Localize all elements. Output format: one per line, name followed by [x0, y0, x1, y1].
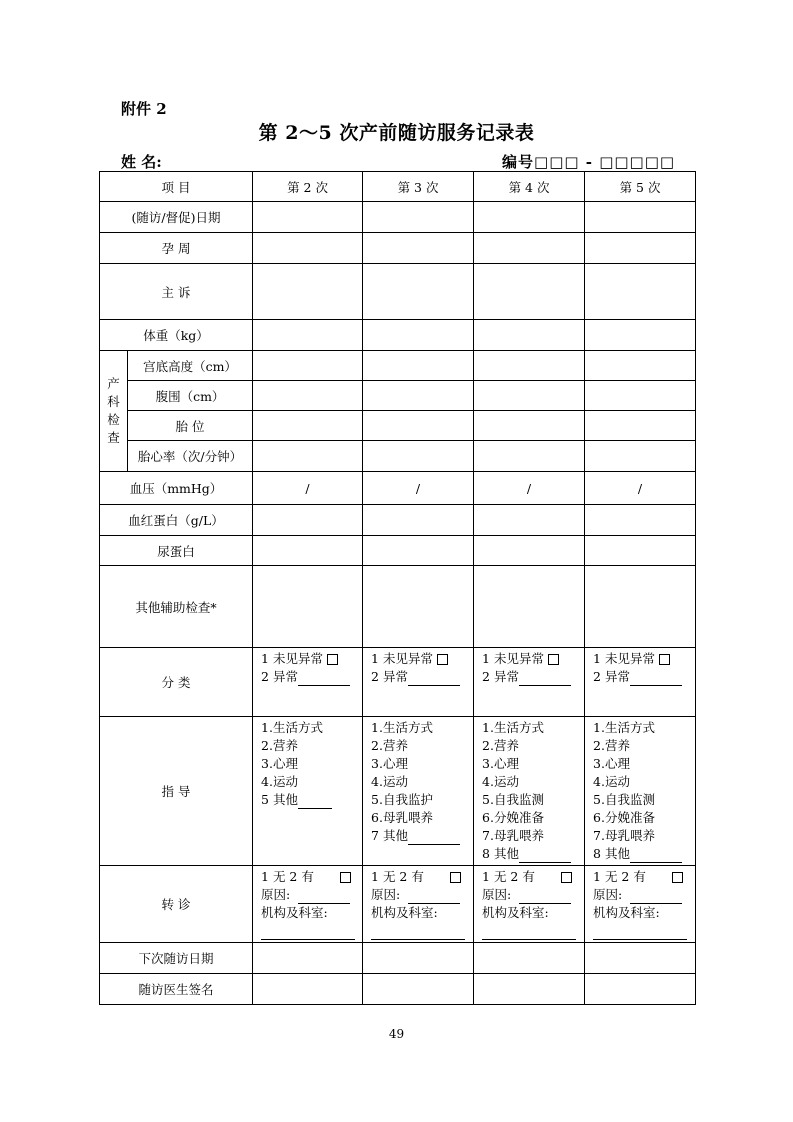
classify-normal-label: 1 未见异常 [482, 651, 544, 666]
classify-abnormal-option[interactable] [593, 668, 695, 686]
referral-reason: 原因: [482, 886, 584, 904]
guidance-item: 1.生活方式 [593, 720, 655, 735]
cell-sign-v3[interactable] [363, 974, 474, 1005]
classify-abnormal-label: 2 异常 [371, 669, 408, 684]
cell-guidance-v2[interactable] [253, 717, 363, 866]
cell-date-v3[interactable] [363, 202, 474, 233]
header-visit-3: 第 3 次 [363, 172, 474, 202]
cell-next-v5[interactable] [585, 943, 696, 974]
classify-normal-label: 1 未见异常 [261, 651, 323, 666]
cell-abdomen-v3[interactable] [363, 381, 474, 411]
followup-table [99, 171, 696, 1005]
guidance-item: 3.心理 [482, 756, 519, 771]
classify-normal-label: 1 未见异常 [371, 651, 433, 666]
guidance-item: 6.母乳喂养 [371, 810, 433, 825]
classify-normal-checkbox[interactable] [659, 654, 670, 665]
attachment-label: 附件 2 [121, 100, 167, 118]
referral-org-label: 机构及科室: [261, 905, 328, 920]
classify-abnormal-label: 2 异常 [482, 669, 519, 684]
referral-reason-blank[interactable] [298, 889, 350, 904]
cell-fundal-v2[interactable] [253, 351, 363, 381]
cell-classify-v5[interactable] [585, 648, 696, 717]
guidance-item: 8 其他 [482, 845, 584, 863]
row-label-other-exam: 其他辅助检查* [100, 566, 253, 648]
classify-normal-option[interactable] [593, 650, 695, 668]
referral-org-label: 机构及科室: [593, 905, 660, 920]
table-row [100, 472, 696, 505]
row-label-fhr: 胎心率（次/分钟） [128, 441, 253, 472]
table-row [100, 233, 696, 264]
cell-date-v4[interactable] [474, 202, 585, 233]
guidance-item: 3.心理 [593, 756, 630, 771]
cell-gestation-v2[interactable] [253, 233, 363, 264]
header-item: 项 目 [100, 172, 253, 202]
table-row [100, 536, 696, 566]
guidance-item: 3.心理 [261, 756, 298, 771]
page-number: 49 [388, 1027, 405, 1041]
referral-org-label: 机构及科室: [482, 905, 549, 920]
code-field [502, 151, 675, 172]
table-row [100, 441, 696, 472]
row-label-hb: 血红蛋白（g/L） [100, 505, 253, 536]
classify-abnormal-label: 2 异常 [261, 669, 298, 684]
guidance-other-blank[interactable] [519, 848, 571, 863]
referral-org-blank[interactable] [261, 925, 355, 940]
table-row [100, 202, 696, 233]
cell-fundal-v4[interactable] [474, 351, 585, 381]
cell-position-v5[interactable] [585, 411, 696, 441]
cell-referral-v5[interactable] [585, 866, 696, 943]
cell-weight-v5[interactable] [585, 320, 696, 351]
cell-date-v5[interactable] [585, 202, 696, 233]
referral-choice[interactable]: 1 无 2 有 [482, 868, 584, 886]
guidance-item: 3.心理 [371, 756, 408, 771]
classify-abnormal-blank[interactable] [630, 671, 682, 686]
obstetric-exam-char: 查 [107, 430, 120, 445]
cell-classify-v2[interactable] [253, 648, 363, 717]
header-visit-5: 第 5 次 [585, 172, 696, 202]
guidance-item: 4.运动 [593, 774, 630, 789]
row-label-abdomen: 腹围（cm） [128, 381, 253, 411]
cell-guidance-v4[interactable] [474, 717, 585, 866]
obstetric-exam-char: 检 [107, 412, 120, 427]
cell-referral-v2[interactable] [253, 866, 363, 943]
table-row [100, 566, 696, 648]
cell-other-v4[interactable] [474, 566, 585, 648]
classify-abnormal-label: 2 异常 [593, 669, 630, 684]
cell-bp-v2[interactable]: / [253, 472, 363, 505]
cell-hb-v4[interactable] [474, 505, 585, 536]
referral-org-blank[interactable] [482, 925, 576, 940]
cell-other-v5[interactable] [585, 566, 696, 648]
cell-classify-v3[interactable] [363, 648, 474, 717]
cell-abdomen-v4[interactable] [474, 381, 585, 411]
cell-guidance-v5[interactable] [585, 717, 696, 866]
cell-gestation-v4[interactable] [474, 233, 585, 264]
row-label-classify: 分 类 [100, 648, 253, 717]
cell-fundal-v5[interactable] [585, 351, 696, 381]
row-group-obstetric-exam [100, 351, 128, 472]
table-row [100, 943, 696, 974]
guidance-item: 5.自我监测 [593, 792, 655, 807]
table-row [100, 411, 696, 441]
classify-normal-option[interactable] [371, 650, 473, 668]
guidance-item: 4.运动 [482, 774, 519, 789]
guidance-item: 2.营养 [482, 738, 519, 753]
header-visit-4: 第 4 次 [474, 172, 585, 202]
table-row [100, 381, 696, 411]
classify-abnormal-option[interactable] [482, 668, 584, 686]
table-row [100, 320, 696, 351]
cell-weight-v3[interactable] [363, 320, 474, 351]
cell-bp-v3[interactable]: / [363, 472, 474, 505]
cell-fhr-v2[interactable] [253, 441, 363, 472]
referral-reason: 原因: [261, 886, 362, 904]
cell-complaint-v3[interactable] [363, 264, 474, 320]
row-label-next-date: 下次随访日期 [100, 943, 253, 974]
classify-abnormal-option[interactable] [371, 668, 473, 686]
cell-sign-v4[interactable] [474, 974, 585, 1005]
referral-checkbox[interactable] [561, 872, 572, 883]
cell-urine-v2[interactable] [253, 536, 363, 566]
cell-hb-v3[interactable] [363, 505, 474, 536]
cell-date-v2[interactable] [253, 202, 363, 233]
cell-position-v2[interactable] [253, 411, 363, 441]
guidance-item: 2.营养 [371, 738, 408, 753]
guidance-item: 5.自我监护 [371, 792, 433, 807]
code-boxes: □□□ - □□□□□ [534, 153, 676, 171]
cell-fhr-v3[interactable] [363, 441, 474, 472]
cell-complaint-v4[interactable] [474, 264, 585, 320]
row-label-complaint: 主 诉 [100, 264, 253, 320]
referral-checkbox[interactable] [450, 872, 461, 883]
guidance-item: 6.分娩准备 [482, 810, 544, 825]
code-label: 编号 [502, 153, 535, 171]
cell-classify-v4[interactable] [474, 648, 585, 717]
row-label-guidance: 指 导 [100, 717, 253, 866]
cell-position-v4[interactable] [474, 411, 585, 441]
guidance-item: 5.自我监测 [482, 792, 544, 807]
row-label-urine: 尿蛋白 [100, 536, 253, 566]
cell-weight-v4[interactable] [474, 320, 585, 351]
row-label-date: (随访/督促)日期 [100, 202, 253, 233]
referral-reason: 原因: [371, 886, 473, 904]
classify-normal-option[interactable] [482, 650, 584, 668]
header-visit-2: 第 2 次 [253, 172, 363, 202]
cell-fhr-v4[interactable] [474, 441, 585, 472]
table-row [100, 264, 696, 320]
referral-checkbox[interactable] [340, 872, 351, 883]
cell-guidance-v3[interactable] [363, 717, 474, 866]
cell-hb-v5[interactable] [585, 505, 696, 536]
table-row [100, 717, 696, 866]
guidance-item: 1.生活方式 [261, 720, 323, 735]
cell-urine-v5[interactable] [585, 536, 696, 566]
cell-abdomen-v2[interactable] [253, 381, 363, 411]
classify-abnormal-blank[interactable] [408, 671, 460, 686]
guidance-item: 8 其他 [593, 845, 695, 863]
cell-sign-v2[interactable] [253, 974, 363, 1005]
cell-other-v3[interactable] [363, 566, 474, 648]
cell-urine-v4[interactable] [474, 536, 585, 566]
classify-normal-checkbox[interactable] [437, 654, 448, 665]
cell-referral-v4[interactable] [474, 866, 585, 943]
row-label-bp: 血压（mmHg） [100, 472, 253, 505]
cell-urine-v3[interactable] [363, 536, 474, 566]
classify-normal-checkbox[interactable] [548, 654, 559, 665]
referral-org-blank[interactable] [371, 925, 465, 940]
guidance-other-blank[interactable] [408, 830, 460, 845]
cell-next-v4[interactable] [474, 943, 585, 974]
referral-checkbox[interactable] [672, 872, 683, 883]
cell-other-v2[interactable] [253, 566, 363, 648]
table-row [100, 351, 696, 381]
cell-weight-v2[interactable] [253, 320, 363, 351]
cell-hb-v2[interactable] [253, 505, 363, 536]
cell-abdomen-v5[interactable] [585, 381, 696, 411]
guidance-item: 4.运动 [371, 774, 408, 789]
cell-next-v3[interactable] [363, 943, 474, 974]
table-row [100, 974, 696, 1005]
obstetric-exam-char: 科 [107, 394, 120, 409]
referral-choice[interactable]: 1 无 2 有 [371, 868, 473, 886]
row-label-gestation: 孕 周 [100, 233, 253, 264]
name-label: 姓 名: [121, 153, 162, 171]
form-title: 第 2～5 次产前随访服务记录表 [258, 122, 535, 144]
guidance-other-blank[interactable] [298, 794, 332, 809]
cell-complaint-v5[interactable] [585, 264, 696, 320]
classify-normal-checkbox[interactable] [327, 654, 338, 665]
cell-complaint-v2[interactable] [253, 264, 363, 320]
referral-org-label: 机构及科室: [371, 905, 438, 920]
guidance-item: 7.母乳喂养 [593, 828, 655, 843]
guidance-item: 5 其他 [261, 791, 362, 809]
guidance-item: 1.生活方式 [371, 720, 433, 735]
cell-fundal-v3[interactable] [363, 351, 474, 381]
guidance-item: 2.营养 [261, 738, 298, 753]
cell-position-v3[interactable] [363, 411, 474, 441]
cell-next-v2[interactable] [253, 943, 363, 974]
guidance-item: 7 其他 [371, 827, 473, 845]
referral-reason-blank[interactable] [630, 889, 682, 904]
referral-reason-blank[interactable] [519, 889, 571, 904]
guidance-item: 2.营养 [593, 738, 630, 753]
referral-reason-blank[interactable] [408, 889, 460, 904]
obstetric-exam-label [100, 375, 127, 447]
row-label-fundal: 宫底高度（cm） [128, 351, 253, 381]
classify-abnormal-blank[interactable] [519, 671, 571, 686]
guidance-other-blank[interactable] [630, 848, 682, 863]
header-row [100, 172, 696, 202]
guidance-item: 6.分娩准备 [593, 810, 655, 825]
classify-abnormal-blank[interactable] [298, 671, 350, 686]
referral-choice[interactable]: 1 无 2 有 [261, 868, 362, 886]
row-label-position: 胎 位 [128, 411, 253, 441]
row-label-signature: 随访医生签名 [100, 974, 253, 1005]
cell-gestation-v5[interactable] [585, 233, 696, 264]
guidance-item: 1.生活方式 [482, 720, 544, 735]
row-label-referral: 转 诊 [100, 866, 253, 943]
guidance-item: 7.母乳喂养 [482, 828, 544, 843]
cell-bp-v4[interactable]: / [474, 472, 585, 505]
obstetric-exam-char: 产 [107, 376, 120, 391]
referral-reason: 原因: [593, 886, 695, 904]
row-label-weight: 体重（kg） [100, 320, 253, 351]
table-row [100, 866, 696, 943]
cell-sign-v5[interactable] [585, 974, 696, 1005]
cell-bp-v5[interactable]: / [585, 472, 696, 505]
classify-abnormal-option[interactable] [261, 668, 362, 686]
classify-normal-label: 1 未见异常 [593, 651, 655, 666]
referral-choice[interactable]: 1 无 2 有 [593, 868, 695, 886]
cell-referral-v3[interactable] [363, 866, 474, 943]
guidance-item: 4.运动 [261, 774, 298, 789]
table-row [100, 648, 696, 717]
table-row [100, 505, 696, 536]
cell-gestation-v3[interactable] [363, 233, 474, 264]
cell-fhr-v5[interactable] [585, 441, 696, 472]
referral-org-blank[interactable] [593, 925, 687, 940]
classify-normal-option[interactable] [261, 650, 362, 668]
